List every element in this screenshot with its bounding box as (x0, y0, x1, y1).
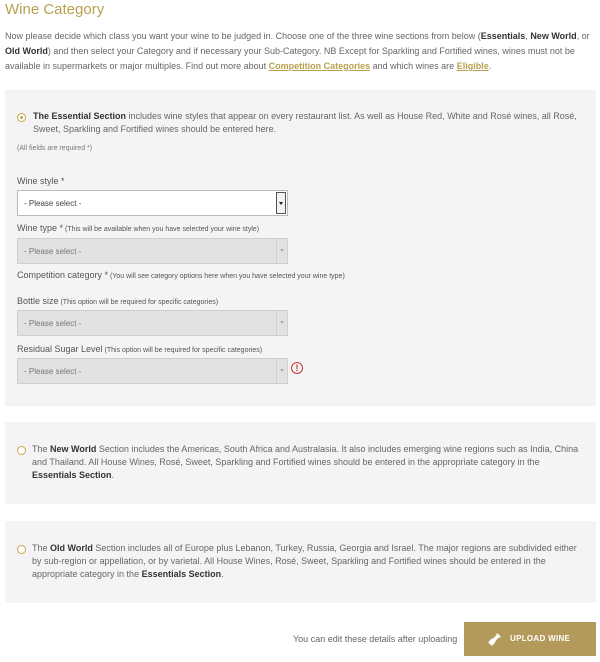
upload-wine-button[interactable] (464, 622, 596, 656)
page-title: Wine Category (5, 1, 105, 18)
upload-wine-label: UPLOAD WINE (510, 634, 571, 643)
old-world-section-panel (5, 521, 596, 603)
wine-type-label: Wine type * (This will be available when you have selected your wine style) (17, 223, 260, 233)
intro-text: Now please decide which class you want your wine to be judged in. Choose one of the three wine sections from below (Essentials, New World, or Old World) and then select your Category and if necessary your Sub-Category. NB Except for Sparkling and Fortified wines, wines must not be available in supermarkets or major multiples. Find out more about Competition Categories and which wines are Eligible. (5, 31, 590, 71)
residual-sugar-value: - Please select - (24, 367, 82, 376)
wine-type-select[interactable] (17, 238, 288, 264)
bottle-size-value: - Please select - (24, 319, 82, 328)
chevron-down-icon (276, 311, 287, 335)
essential-section-panel (5, 90, 596, 406)
old-world-section-radio[interactable] (17, 545, 26, 554)
wine-style-value: - Please select - (24, 199, 82, 208)
bottle-size-select[interactable] (17, 310, 288, 336)
wine-style-select[interactable] (17, 190, 288, 216)
old-world-section-description: The Old World Section includes all of Europe plus Lebanon, Turkey, Russia, Georgia and Israel. The major regions are subdivided either by sub-region or appellation, or by varietal. All House Wines, Rosé, Sweet, Sparkling and Fortified wines should be entered in the appropriate category in the Essentials Section. (32, 543, 577, 579)
competition-categories-link[interactable]: Competition Categories (268, 61, 371, 71)
eligible-link[interactable]: Eligible (456, 61, 489, 71)
chevron-down-icon (276, 239, 287, 263)
essential-section-radio[interactable] (17, 113, 26, 122)
new-world-section-panel (5, 422, 596, 504)
chevron-down-icon (276, 359, 287, 383)
required-fields-note: (All fields are required *) (17, 145, 93, 152)
residual-sugar-select[interactable] (17, 358, 288, 384)
wine-type-value: - Please select - (24, 247, 82, 256)
new-world-section-description: The New World Section includes the Americas, South Africa and Australasia. It also includes emerging wine regions such as India, China and Thailand. All House Wines, Rosé, Sweet, Sparkling and Fortified wines should be entered in the appropriate category in the Essentials Section. (32, 444, 579, 480)
wine-bottle-icon (488, 632, 502, 646)
residual-sugar-label: Residual Sugar Level (This option will be required for specific categories) (17, 344, 263, 354)
chevron-down-icon (276, 192, 286, 214)
warning-icon: ! (291, 362, 303, 374)
essential-section-description: The Essential Section includes wine styles that appear on every restaurant list. As well as House Red, White and Rosé wines, all Rosé, Sweet, Sparkling and Fortified wines should be entered here. (33, 111, 577, 134)
wine-style-label: Wine style * (17, 176, 65, 186)
new-world-section-radio[interactable] (17, 446, 26, 455)
competition-category-label: Competition category * (You will see category options here when you have selected your wine type) (17, 270, 345, 280)
bottle-size-label: Bottle size (This option will be required for specific categories) (17, 296, 219, 306)
upload-note: You can edit these details after uploading (293, 634, 458, 644)
